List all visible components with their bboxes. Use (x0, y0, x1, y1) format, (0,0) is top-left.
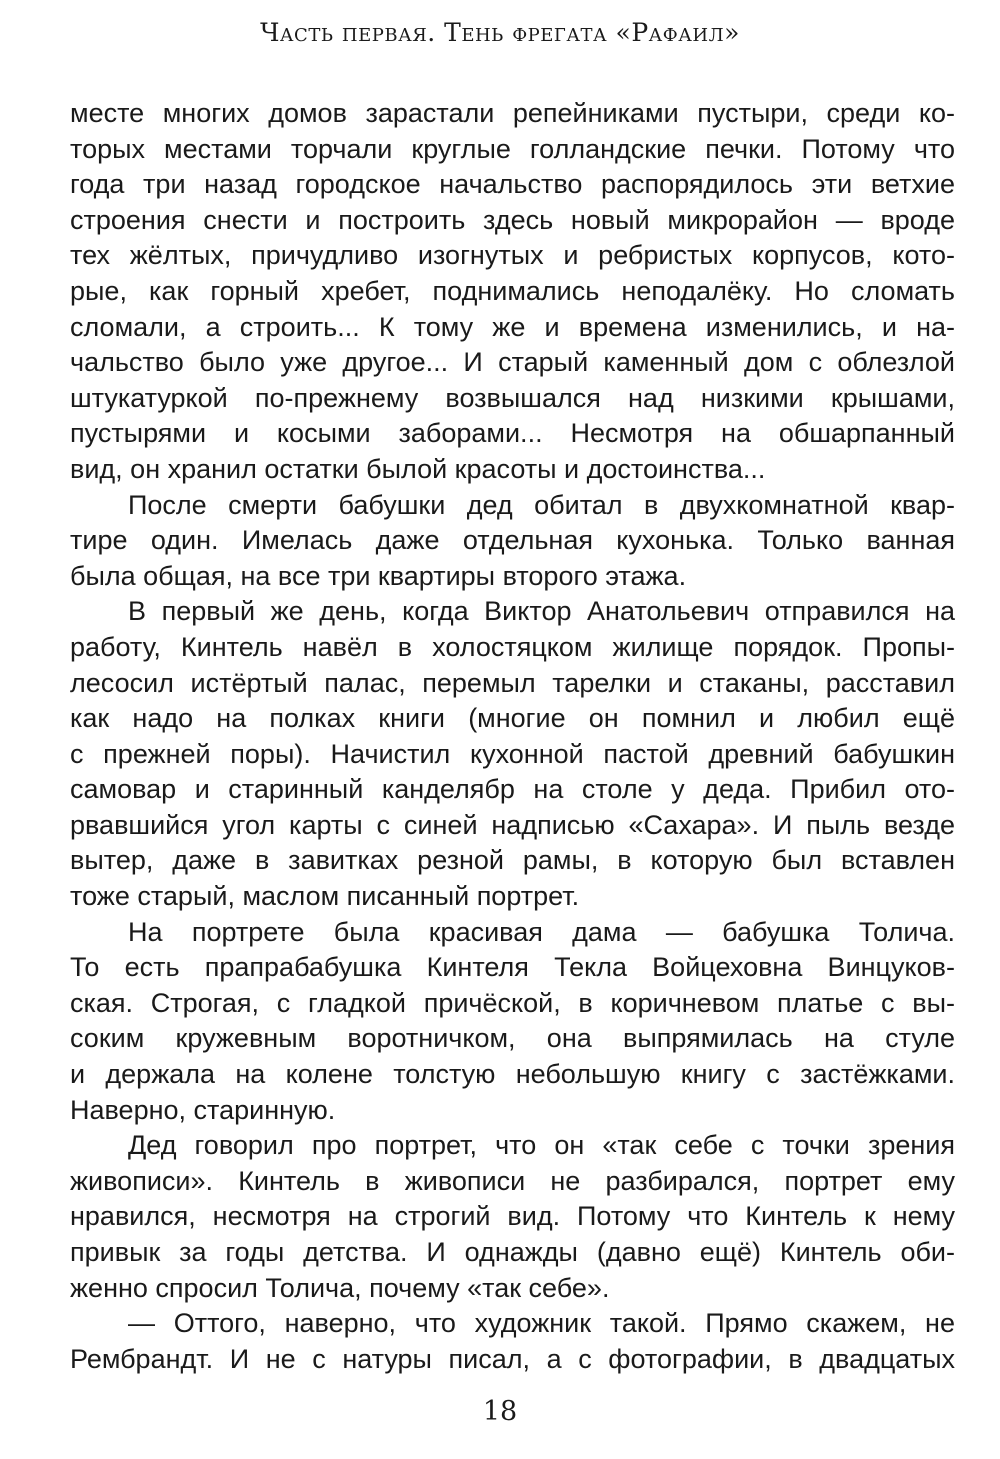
text-line: нравился, несмотря на строгий вид. Потому что Кинтель к нему (70, 1201, 955, 1232)
text-line: лесосил истёртый палас, перемыл тарелки и стаканы, расставил (70, 667, 955, 698)
text-line: как надо на полках книги (многие он помнил и любил ещё (70, 703, 955, 734)
text-line: работу, Кинтель навёл в холостяцком жилище порядок. Пропы- (70, 631, 955, 662)
text-line: — Оттого, наверно, что художник такой. Прямо скажем, не (128, 1308, 955, 1339)
text-line: Дед говорил про портрет, что он «так себе с точки зрения (128, 1130, 955, 1161)
text-line: торых местами торчали круглые голландские печки. Потому что (70, 133, 955, 164)
text-line: После смерти бабушки дед обитал в двухкомнатной квар- (128, 489, 955, 520)
text-line: вытер, даже в завитках резной рамы, в которую был вставлен (70, 845, 955, 876)
text-line: рые, как горный хребет, поднимались неподалёку. Но сломать (70, 275, 955, 306)
text-line: живописи». Кинтель в живописи не разбирался, портрет ему (70, 1165, 955, 1196)
running-head: Часть первая. Тень фрегата «Рафаил» (260, 18, 740, 47)
text-line: и держала на колене толстую небольшую книгу с застёжками. (70, 1059, 955, 1090)
text-line: В первый же день, когда Виктор Анатольевич отправился на (128, 596, 955, 627)
text-line: года три назад городское начальство распорядилось эти ветхие (70, 169, 955, 200)
text-line: была общая, на все три квартиры второго этажа. (70, 560, 687, 591)
text-line: рвавшийся угол карты с синей надписью «Сахара». И пыль везде (70, 809, 955, 840)
text-line: ская. Строгая, с гладкой причёской, в коричневом платье с вы- (70, 987, 955, 1018)
text-line: строения снести и построить здесь новый микрорайон — вроде (70, 204, 955, 235)
text-line: пустырями и косыми заборами... Несмотря на обшарпанный (70, 418, 955, 449)
page-number: 18 (482, 1396, 518, 1427)
text-line: Наверно, старинную. (70, 1094, 336, 1125)
text-line: месте многих домов зарастали репейниками пустыри, среди ко- (70, 98, 955, 128)
text-line: с прежней поры). Начистил кухонной пастой древний бабушкин (70, 738, 955, 769)
text-line: То есть прапрабабушка Кинтеля Текла Войцеховна Винцуков- (70, 952, 955, 983)
text-line: На портрете была красивая дама — бабушка Толича. (128, 916, 955, 947)
text-line: привык за годы детства. И однажды (давно ещё) Кинтель оби- (70, 1237, 955, 1267)
text-line: тире один. Имелась даже отдельная кухонька. Только ванная (70, 525, 955, 556)
text-line: самовар и старинный канделябр на столе у деда. Прибил ото- (70, 774, 955, 805)
text-line: вид, он хранил остатки былой красоты и достоинства... (70, 453, 766, 484)
text-line: штукатуркой по-прежнему возвышался над низкими крышами, (70, 382, 955, 413)
body-text (70, 96, 955, 1377)
text-line: тех жёлтых, причудливо изогнутых и ребристых корпусов, кото- (70, 240, 955, 271)
text-line: Рембрандт. И не с натуры писал, а с фотографии, в двадцатых (70, 1343, 955, 1374)
text-line: женно спросил Толича, почему «так себе». (70, 1272, 610, 1303)
text-line: соким кружевным воротничком, она выпрямилась на стуле (70, 1023, 955, 1054)
text-line: чальство было уже другое... И старый каменный дом с облезлой (70, 347, 955, 378)
text-line: тоже старый, маслом писанный портрет. (70, 881, 580, 912)
text-line: сломали, а строить... К тому же и времена изменились, и на- (70, 311, 955, 342)
